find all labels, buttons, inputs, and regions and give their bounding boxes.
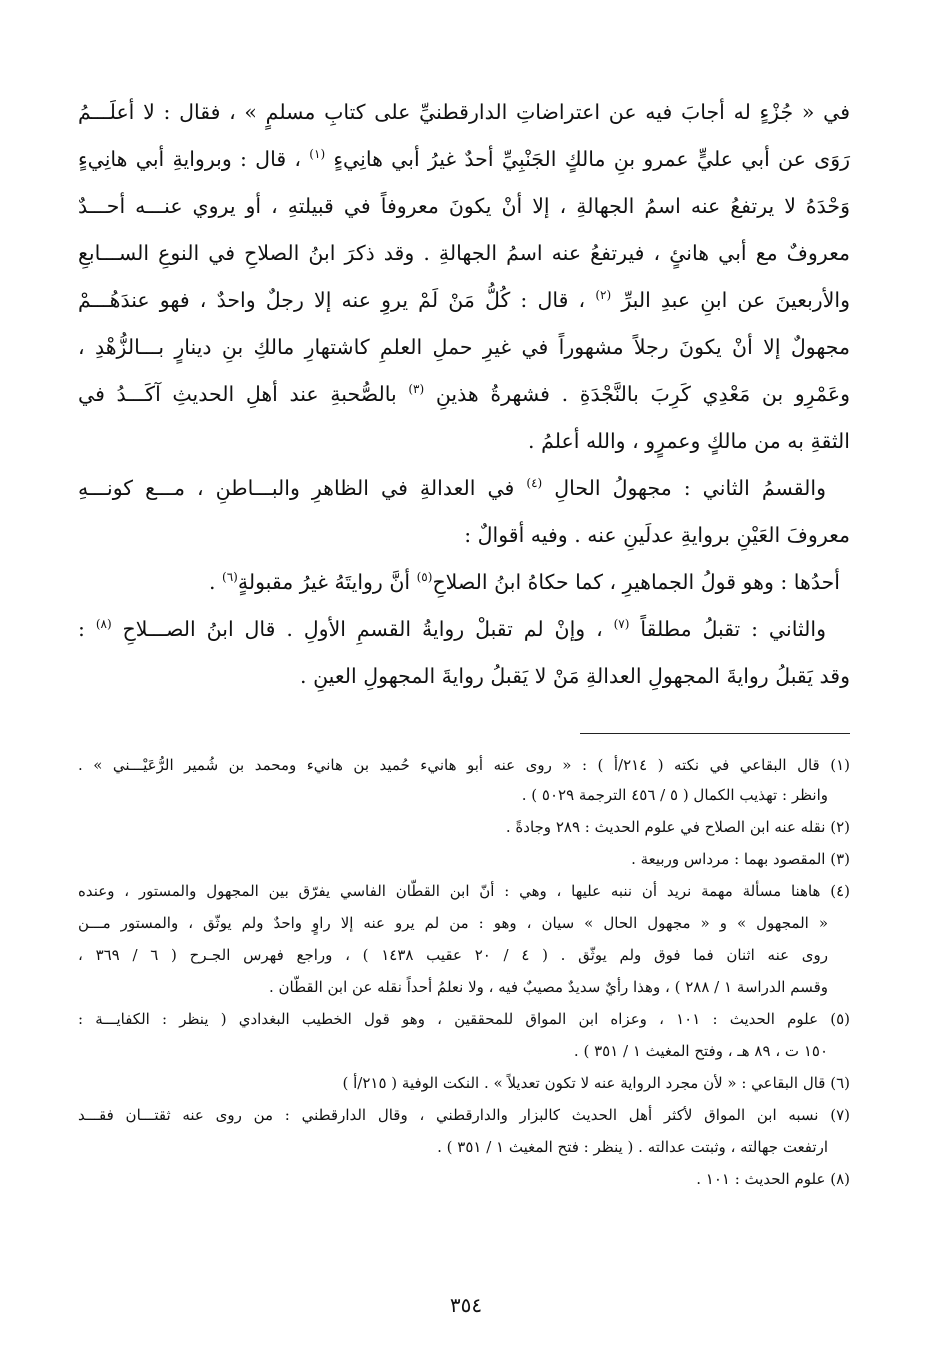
footnote-line: ١٥٠ ت ، ٨٩ هـ ، وفتح المغيث ١ / ٣٥١ ) . (573, 1042, 828, 1060)
text-line: والأربعينَ عن ابنِ عبدِ البرِّ $^{(٢)}$ ، قال : كُلُّ مَنْ لَمْ يروِ عنه إلا رجلٌ واحدٌ ، فهو عندَهُـــمْ (78, 288, 850, 312)
text-line: وعَمْرِو بن مَعْدِي كَرِبَ بالنَّجْدَةِ . فشهرةُ هذينِ $^{(٣)}$ بالصُّحبةِ عند أهلِ الحديثِ آكَـــدُ في (78, 382, 850, 406)
footnote-line: ارتفعت جهالته ، وثبتت عدالته . ( ينظر : فتح المغيث ١ / ٣٥١ ) . (437, 1138, 828, 1156)
footnote-line: (٧) نسبه ابن المواق لأكثر أهل الحديث كالبزار والدارقطني ، وقال الدارقطني : من روى عنه ثقتـــان فقـــد (78, 1106, 850, 1124)
footnote-line: (٢) نقله عنه ابن الصلاح في علوم الحديث : ٢٨٩ وجادةً . (505, 818, 850, 836)
footnote-ref[interactable]: (٥) (416, 570, 433, 585)
text-line: في « جُزْءٍ له أجابَ فيه عن اعتراضاتِ الدارقطنيِّ على كتابِ مسلمٍ » ، فقال : لا أعلَـــمُ (78, 100, 850, 124)
footnote-ref[interactable]: (٣) (408, 382, 425, 397)
text-line: الثقةِ به من مالكٍ وعمرٍو ، والله أعلمُ . (528, 429, 850, 453)
footnote-line: روى عنه اثنان فما فوق ولم يوثّق . ( ٤ / ٢٠ عقيب ١٤٣٨ ) ، وراجع فهرس الجـرح ( ٦ / ٣٦٩ ، (78, 946, 829, 964)
footnote-ref[interactable]: (٤) (526, 476, 543, 491)
text-line: معروفَ العَيْنِ بروايةِ عدلَينِ عنه . وفيه أقوالٌ : (464, 523, 850, 547)
footnote-ref[interactable]: (٦) (222, 570, 238, 585)
text-line: والقسمُ الثاني : مجهولُ الحالِ $^{(٤)}$ في العدالةِ في الظاهرِ والبـــاطنِ ، مـــع كونـــهِ (78, 476, 826, 500)
footnote-separator (580, 733, 850, 734)
page-number: ٣٥٤ (449, 1293, 483, 1317)
text-line: مجهولٌ إلا أنْ يكونَ رجلاً مشهوراً في غيرِ حملِ العلمِ كاشتهارِ مالكِ بنِ دينارٍ بـــالزُّهْدِ ، (78, 335, 850, 359)
footnote-line: (٤) هاهنا مسألة مهمة نريد أن ننبه عليها ، وهي : أنّ ابن القطّان الفاسي يفرّق بين المجهول والمستور ، وعنده (78, 882, 850, 900)
footnote-ref[interactable]: (١) (309, 147, 326, 162)
footnote-line: (٨) علوم الحديث : ١٠١ . (696, 1170, 850, 1188)
text-line: معروفٌ مع أبي هانئٍ ، فيرتفعُ عنه اسمُ الجهالةِ . وقد ذكرَ ابنُ الصلاحِ في النوعِ الســـابعِ (78, 241, 850, 265)
text-line: أحدُها : وهو قولُ الجماهيرِ ، كما حكاهُ ابنُ الصلاحِ$^{(٥)}$ أنَّ روايتَهُ غيرُ مقبولةٍ$^{(٦)}$ . (208, 570, 840, 594)
footnote-line: (٥) علوم الحديث : ١٠١ ، وعزاه ابن المواق للمحققين ، وهو قول الخطيب البغدادي ( ينظر : الكفايـــة : (78, 1010, 850, 1028)
footnote-line: (٣) المقصود بهما : مرداس وربيعة . (631, 850, 850, 868)
footnote-line: « المجهول » و « مجهول الحال » سيان ، وهو : من لم يرو عنه إلا راوٍ واحدٌ ولم يوثّق ، والمستور مـــن (78, 914, 828, 932)
footnote-line: (٦) قال البقاعي : « لأن مجرد الرواية عنه لا تكون تعديلاً » . النكت الوفية ( ٢١٥/أ ) (342, 1074, 850, 1092)
footnote-line: وانظر : تهذيب الكمال ( ٥ / ٤٥٦ الترجمة ٥٠٢٩ ) . (521, 786, 828, 804)
footnote-line: (١) قال البقاعي في نكته ( ٢١٤/أ ) : « روى عنه أبو هانيء حُميد بن هانيء ومحمد بن شُمير الرُّعَيْـــني » . (78, 756, 850, 774)
text-line: والثاني : تقبلُ مطلقاً $^{(٧)}$ ، وإنْ لم تقبلْ روايةُ القسمِ الأولِ . قال ابنُ الصـــلاحِ $^{(٨)}$ : (78, 617, 826, 641)
text-line: رَوَى عن أبي عليٍّ عمرو بنِ مالكٍ الجَنْبِيِّ أحدٌ غيرُ أبي هانِيءٍ $^{(١)}$ ، قال : وبروايةِ أبي هانِيءٍ (78, 147, 850, 171)
footnote-ref[interactable]: (٨) (95, 617, 112, 632)
footnote-line: وقسم الدراسة ١ / ٢٨٨ ) ، وهذا رأيٌ سديدٌ مصيبٌ فيه ، ولا نعلمُ أحداً نقله عن ابن القطّان . (268, 978, 828, 996)
text-line: وقد يَقبلُ روايةَ المجهولِ العدالةِ مَنْ لا يَقبلُ روايةَ المجهولِ العينِ . (300, 664, 850, 688)
footnote-ref[interactable]: (٧) (613, 617, 630, 632)
text-line: وَحْدَهُ لا يرتفعُ عنه اسمُ الجهالةِ ، إلا أنْ يكونَ معروفاً في قبيلتهِ ، أو يروي عنـــه أحـــدٌ (78, 194, 850, 218)
footnote-ref[interactable]: (٢) (595, 288, 612, 303)
